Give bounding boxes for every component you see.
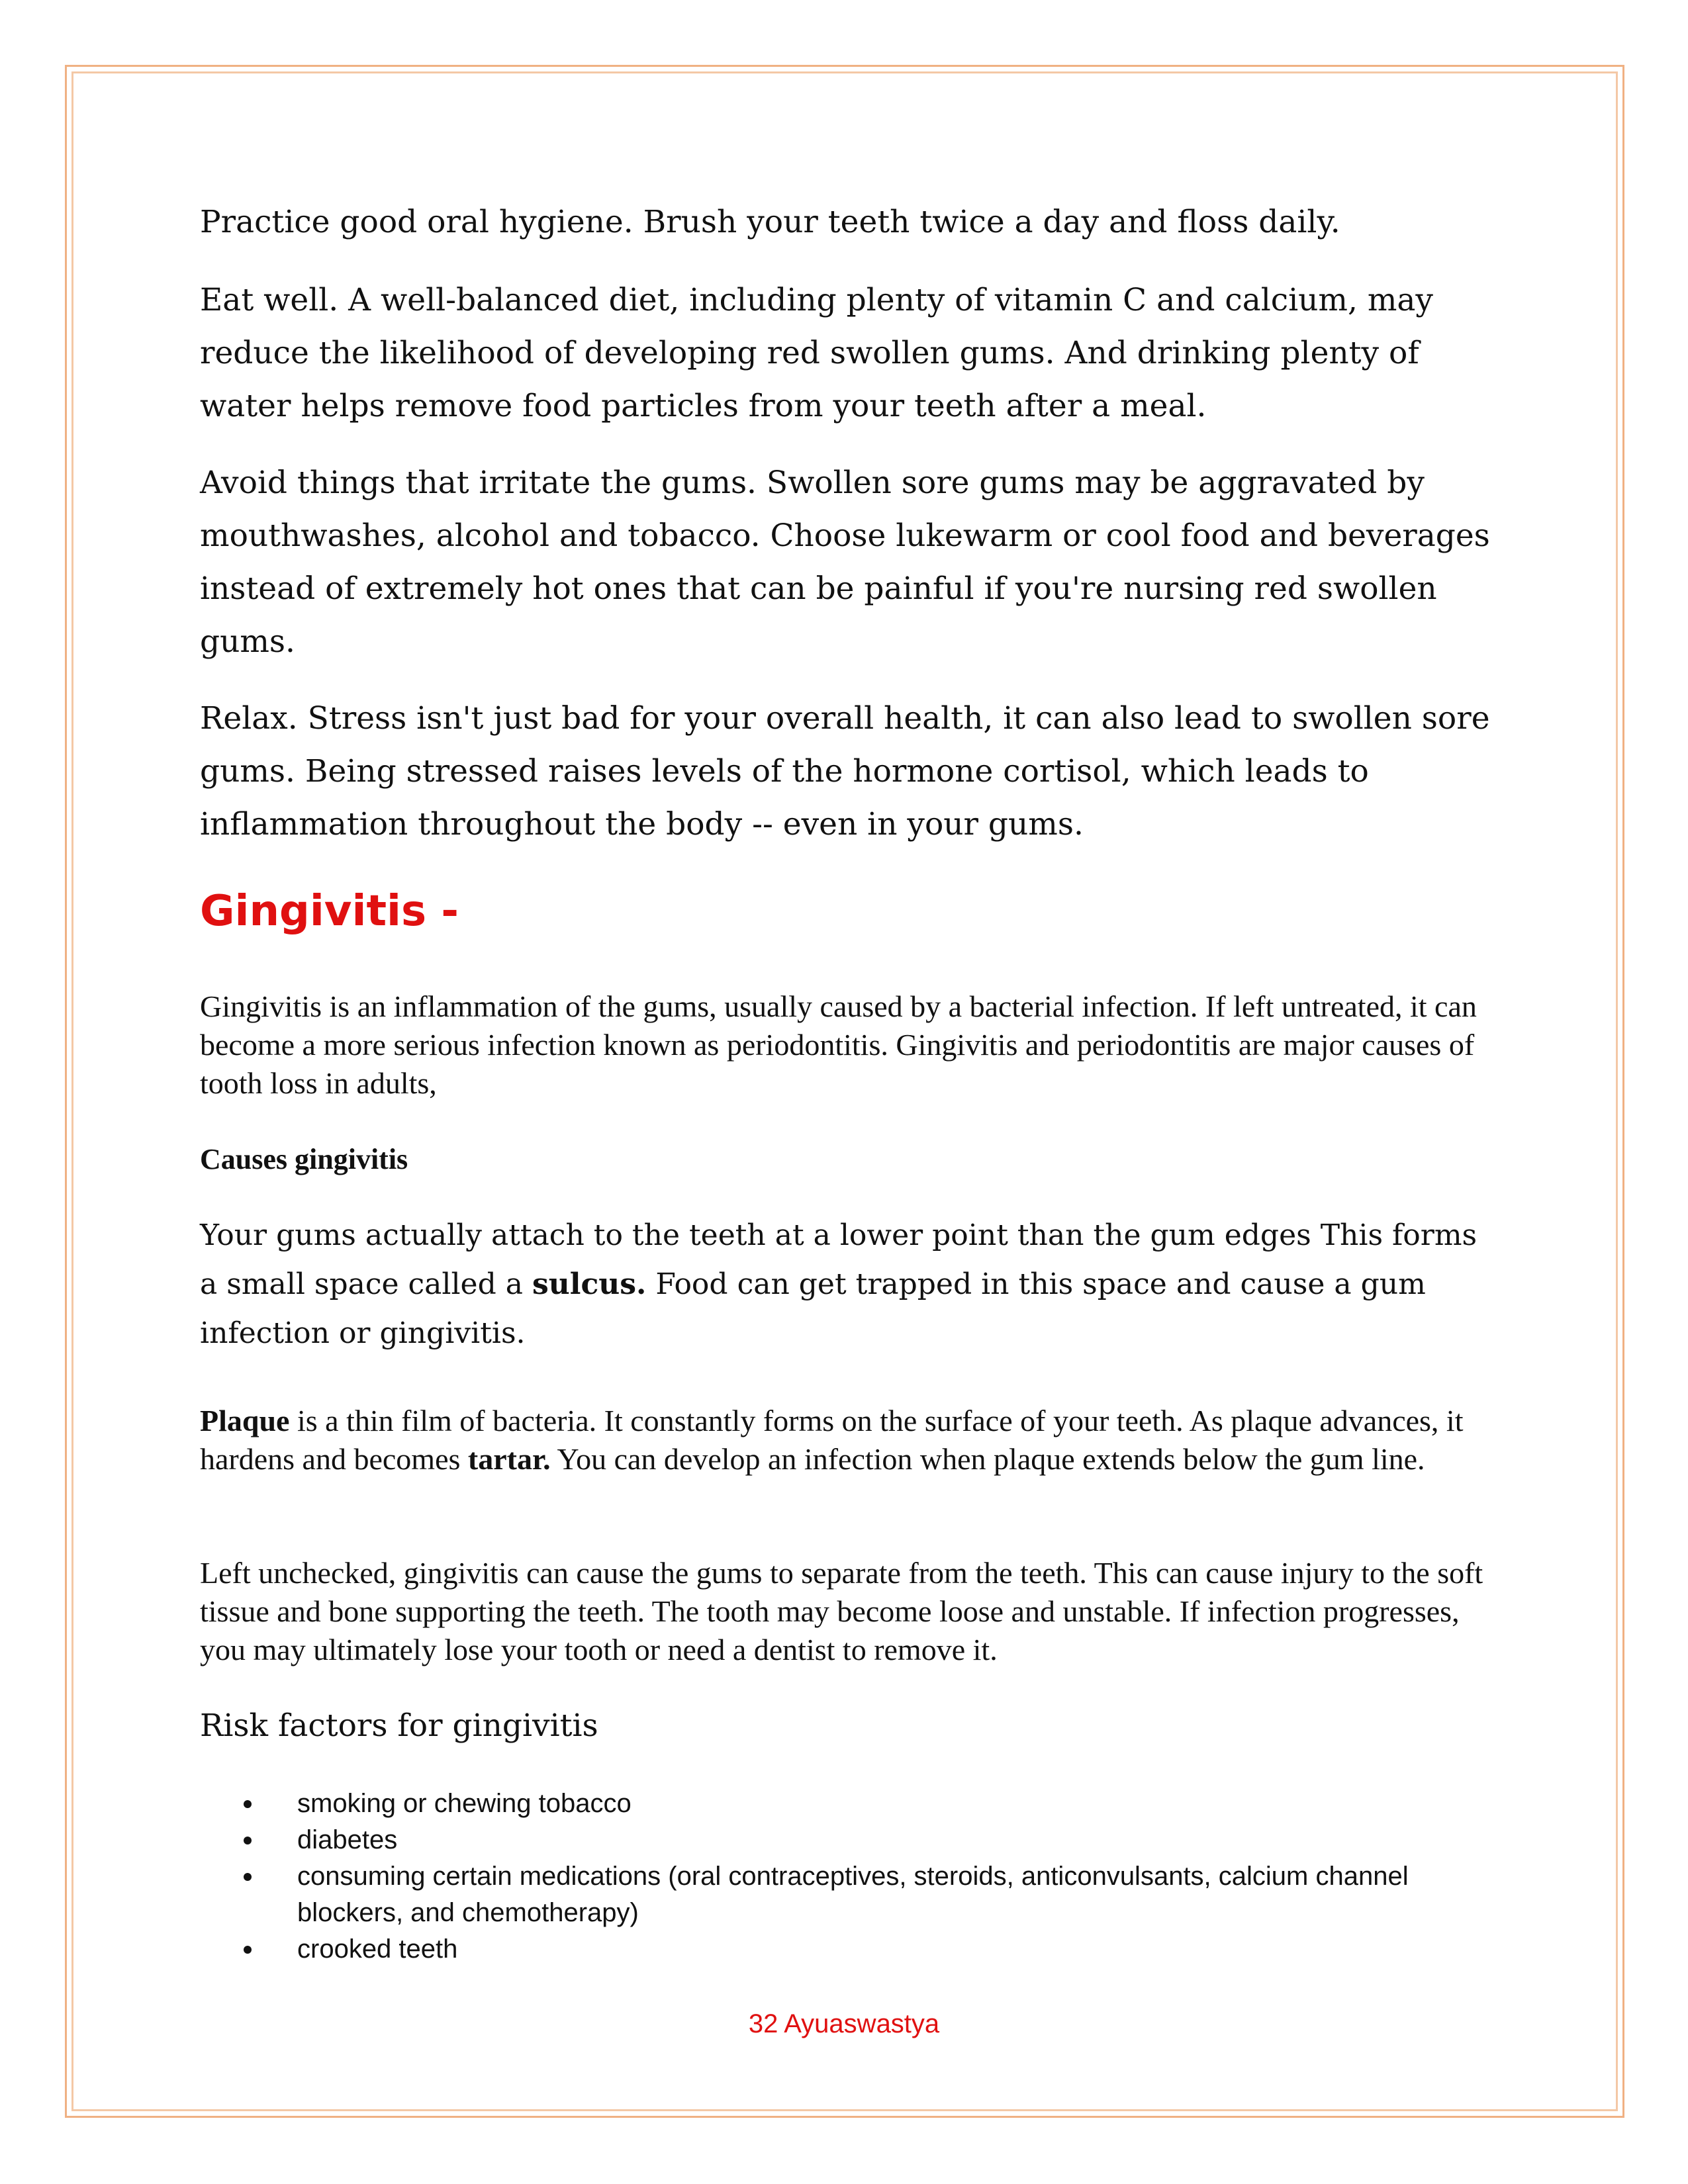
paragraph-sulcus: Your gums actually attach to the teeth at a lower point than the gum edges This forms a small space called a sulcus. Food can get trapped in this space and cause a gum infection or gingivitis.: [200, 1218, 1477, 1350]
bullet-icon: [244, 1800, 252, 1808]
bullet-icon: [244, 1873, 252, 1881]
term-plaque: Plaque: [200, 1404, 290, 1437]
subheading-risk-factors: Risk factors for gingivitis: [200, 1707, 598, 1744]
term-sulcus: sulcus.: [532, 1267, 647, 1301]
list-item: consuming certain medications (oral contraceptives, steroids, anticonvulsants, calcium channel blockers, and chemotherapy): [200, 1858, 1497, 1931]
term-tartar: tartar.: [467, 1442, 551, 1476]
risk-factor-list: [200, 1786, 1497, 1968]
page-footer: 32 Ayuaswastya: [748, 2009, 940, 2038]
section-heading-gingivitis: Gingivitis -: [200, 887, 459, 936]
bullet-icon: [244, 1837, 252, 1844]
subheading-causes: Causes gingivitis: [200, 1143, 408, 1175]
paragraph-plaque: Plaque is a thin film of bacteria. It constantly forms on the surface of your teeth. As plaque advances, it hardens and becomes tartar. You can develop an infection when plaque extends below the gum line.: [200, 1404, 1464, 1476]
paragraph-avoid-irritants: Avoid things that irritate the gums. Swollen sore gums may be aggravated by mouthwashes, alcohol and tobacco. Choose lukewarm or cool food and beverages instead of extremely hot ones that can be painful if you're nursing red swollen gums.: [200, 465, 1490, 660]
paragraph-gingivitis-intro: Gingivitis is an inflammation of the gums, usually caused by a bacterial infection. If left untreated, it can become a more serious infection known as periodontitis. Gingivitis and periodontitis are major causes of tooth loss in adults,: [200, 989, 1477, 1100]
list-item: smoking or chewing tobacco: [200, 1786, 1497, 1822]
list-item: crooked teeth: [200, 1931, 1497, 1968]
paragraph-relax: Relax. Stress isn't just bad for your overall health, it can also lead to swollen sore gums. Being stressed raises levels of the hormone cortisol, which leads to inflammation throughout the body -- even in your gums.: [200, 700, 1490, 842]
paragraph-oral-hygiene: Practice good oral hygiene. Brush your teeth twice a day and floss daily.: [200, 204, 1340, 240]
paragraph-left-unchecked: Left unchecked, gingivitis can cause the gums to separate from the teeth. This can cause injury to the soft tissue and bone supporting the teeth. The tooth may become loose and unstable. If infection progresses, you may ultimately lose your tooth or need a dentist to remove it.: [200, 1556, 1483, 1666]
bullet-icon: [244, 1946, 252, 1954]
paragraph-eat-well: Eat well. A well-balanced diet, including plenty of vitamin C and calcium, may reduce the likelihood of developing red swollen gums. And drinking plenty of water helps remove food particles from your teeth after a meal.: [200, 282, 1433, 424]
list-item: diabetes: [200, 1822, 1497, 1858]
